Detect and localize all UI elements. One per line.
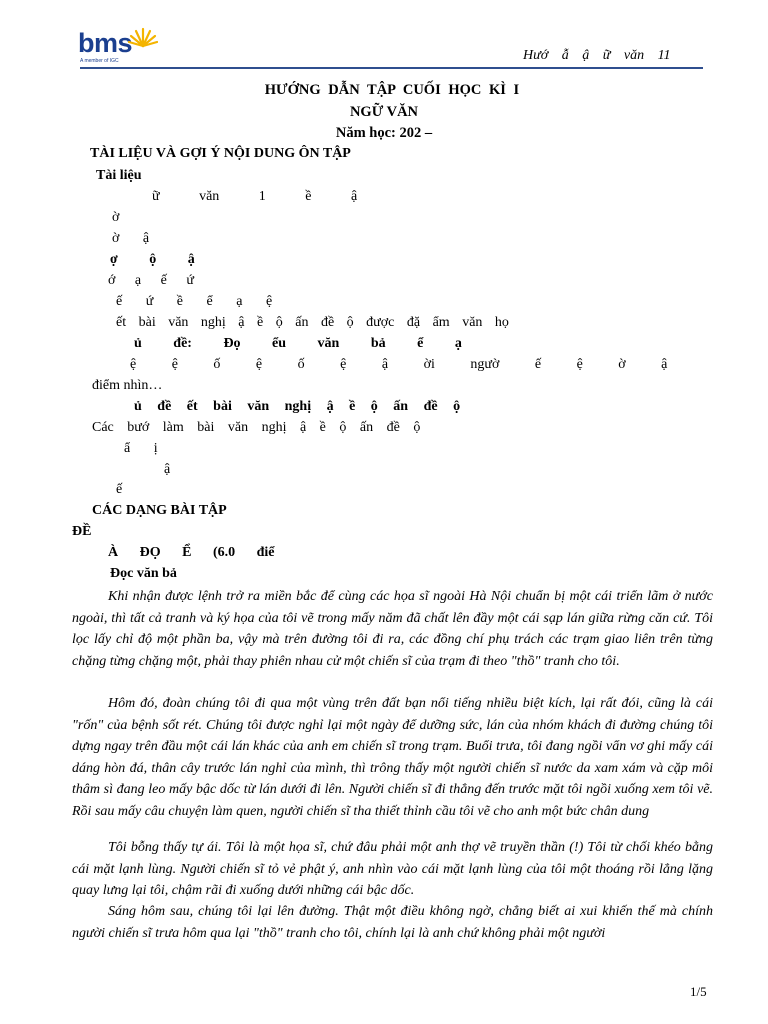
read-text-label: Đọc văn bả (110, 566, 177, 581)
section-b-heading: CÁC DẠNG BÀI TẬP (92, 503, 227, 518)
sun-icon (128, 26, 158, 48)
outline-line: ờ (112, 210, 120, 225)
logo (78, 26, 158, 66)
outline-line: ờ ậ (112, 231, 150, 246)
header-divider (80, 67, 703, 69)
passage-paragraph (72, 586, 713, 672)
outline-line: ế (116, 482, 123, 497)
outline-line: ữ văn 1 ề ậ (152, 189, 358, 204)
doc-title-line2: NGỮ VĂN (349, 104, 419, 120)
logo-text: bms (78, 28, 133, 58)
outline-line: ậ (164, 462, 171, 477)
outline-line: ẩ ị (124, 441, 158, 456)
passage-paragraph (72, 837, 713, 902)
outline-line: ế ứ ề ể ạ ệ (116, 294, 273, 309)
outline-line: ớ ạ ế ứ (108, 273, 194, 288)
section-a-sub-heading: Tài liệu (96, 168, 142, 183)
exam-label: ĐỀ (72, 524, 92, 539)
header-title: Hướ ẫ ậ ữ văn 11 (523, 48, 671, 63)
reading-part-label: À ĐỌ Ể (6.0 điể (108, 545, 275, 560)
passage-text: Tôi bỗng thấy tự ái. Tôi là một họa sĩ, chứ đâu phải một anh thợ vẽ truyền thần (!) Tôi từ chối khéo bằng cái mặt lạnh lùng. Người chiến sĩ tỏ vẻ phật ý, anh nhìn vào cái mặt lạnh lùng của tôi một thoáng rồi lẳng lặng quay lưng lại tôi, chậm rãi đi xuống dưới những cái bậc dốc. (72, 840, 713, 899)
section-a-heading: TÀI LIỆU VÀ GỢI Ý NỘI DUNG ÔN TẬP (90, 146, 351, 161)
doc-title-line1: HƯỚNG DẪN TẬP CUỐI HỌC KÌ I (264, 82, 520, 98)
outline-line: ết bài văn nghị ậ ề ộ ấn đề ộ được đặ ẩm văn họ (116, 315, 509, 330)
passage-text: Khi nhận được lệnh trở ra miền bắc để cùng các họa sĩ ngoài Hà Nội chuẩn bị một cái triển lãm ở nước ngoài, thì tất cả tranh và ký họa của tôi vẽ trong mấy năm đã chất lên đầy một cái sạp lán giữa rừng căn cứ. Tôi lọc lấy chỉ độ một phần ba, vậy mà trên đường tôi đi ra, các đồng chí phụ trách các trạm giao liên trên từng chặng từng chặng một, phải thay phiên nhau cử một chiến sĩ của trạm đi theo "thồ" tranh cho tôi. (72, 589, 713, 669)
outline-line: ủ đề: Đọ ểu văn bả ể ạ (134, 336, 462, 351)
passage-paragraph (72, 693, 713, 823)
passage-text: Sáng hôm sau, chúng tôi lại lên đường. Thật một điều không ngờ, chẳng biết ai xui khiến thế mà chính người chiến sĩ trưa hôm qua lại "thồ" tranh cho tôi, chính lại là anh chứ không phải một người (72, 904, 713, 941)
outline-line: ệ ệ ố ệ ố ệ ậ ời ngườ ế ệ ờ ậ (130, 357, 668, 372)
outline-line: Các bướ làm bài văn nghị ậ ề ộ ấn đề ộ (92, 420, 421, 435)
outline-line: ủ đề ết bài văn nghị ậ ề ộ ấn đề ộ (134, 399, 461, 414)
passage-text: Hôm đó, đoàn chúng tôi đi qua một vùng trên đất bạn nổi tiếng nhiều biệt kích, lại rất đói, cũng là cái "rốn" của bệnh sốt rét. Chúng tôi được nghỉ lại một ngày để dưỡng sức, lán của nhóm khách đi đường chúng tôi dựng ngay trên đầu một cái lán khác của anh em chiến sĩ trong trạm. Buổi trưa, tôi đang ngồi vẩn vơ ghi mấy cái dáng hòn đá, thân cây trước lán nghỉ của mình, thì trông thấy một người chiến sĩ nước da xam xám và cặp môi thâm sì đang leo mấy bậc dốc từ lán dưới đi lên. Người chiến sĩ đi thẳng đến trước mặt tôi ngồi xuống xem tôi vẽ. Rồi sau mấy câu chuyện làm quen, người chiến sĩ tha thiết thỉnh cầu tôi vẽ cho anh một bức chân dung (72, 696, 713, 819)
page-number: 1/5 (690, 984, 707, 999)
doc-title-line3: Năm học: 202 – (335, 125, 433, 141)
passage-paragraph (72, 901, 713, 944)
logo-tagline: A member of IGC (80, 58, 119, 64)
outline-line: ợ ộ ậ (110, 252, 195, 267)
outline-line: điểm nhìn… (92, 378, 163, 393)
